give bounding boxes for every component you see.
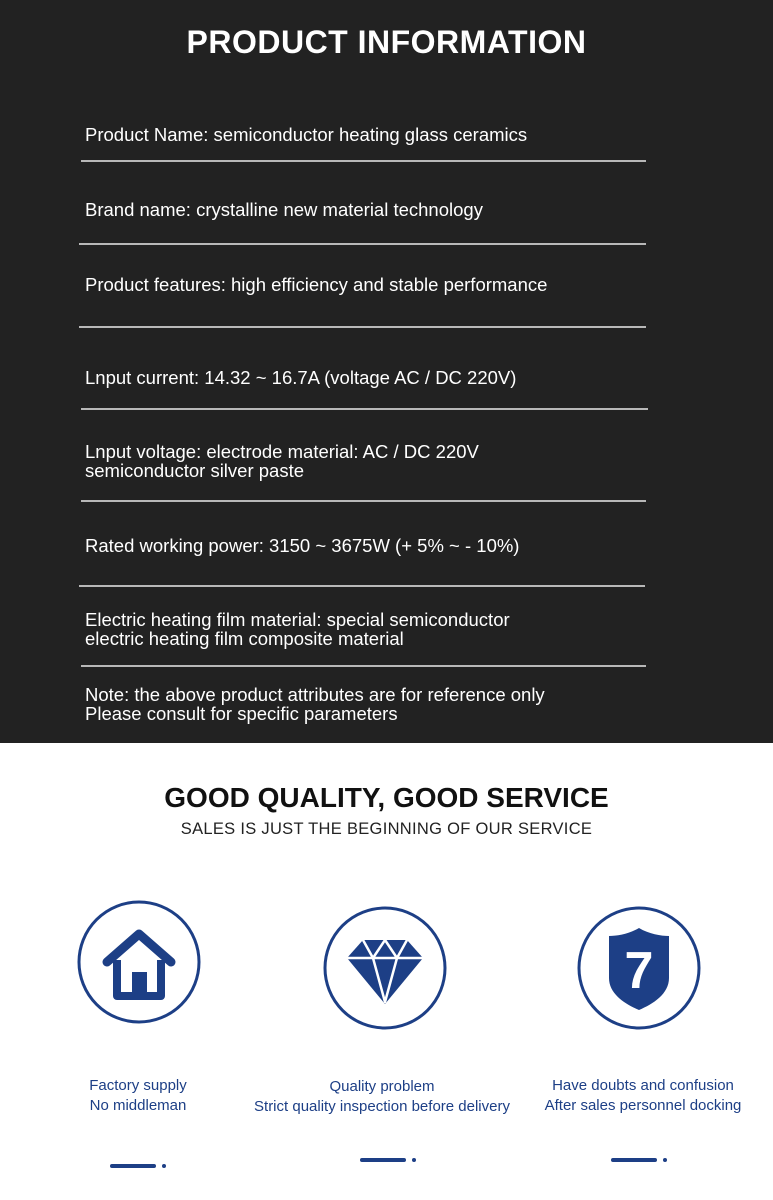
feature-line: Factory supply — [89, 1077, 187, 1094]
info-row-input-voltage: Lnput voltage: electrode material: AC / DC 220V semiconductor silver paste — [85, 441, 479, 481]
feature-line: No middleman — [89, 1097, 187, 1114]
info-row-product-features: Product features: high efficiency and stable performance — [85, 274, 548, 295]
divider — [79, 243, 646, 245]
feature-line: After sales personnel docking — [544, 1097, 742, 1114]
info-row-rated-power: Rated working power: 3150 ~ 3675W (+ 5% ~ - 10%) — [85, 535, 520, 556]
info-row-brand-name: Brand name: crystalline new material technology — [85, 199, 483, 220]
decorative-divider — [360, 1158, 418, 1163]
feature-after-sales — [483, 1076, 773, 1116]
divider — [81, 500, 646, 502]
decorative-divider — [110, 1164, 168, 1169]
feature-line: Strict quality inspection before delivery — [254, 1098, 510, 1115]
service-title: GOOD QUALITY, GOOD SERVICE — [164, 782, 609, 813]
diamond-icon — [323, 906, 447, 1030]
divider — [81, 160, 646, 162]
info-row-product-name: Product Name: semiconductor heating glass ceramics — [85, 124, 528, 145]
decorative-divider — [611, 1158, 669, 1163]
divider — [79, 585, 645, 587]
divider — [81, 665, 646, 667]
shield-seven-icon — [577, 906, 701, 1030]
divider — [79, 326, 646, 328]
info-row-heating-film-material: Electric heating film material: special semiconductor electric heating film composite material — [85, 609, 510, 649]
divider — [81, 408, 648, 410]
feature-line: Have doubts and confusion — [552, 1077, 734, 1094]
feature-line: Quality problem — [329, 1078, 435, 1095]
info-row-input-current: Lnput current: 14.32 ~ 16.7A (voltage AC / DC 220V) — [85, 367, 517, 388]
page-title: PRODUCT INFORMATION — [186, 24, 587, 60]
shield-number: 7 — [624, 942, 654, 1000]
house-icon — [77, 900, 201, 1024]
service-subtitle: SALES IS JUST THE BEGINNING OF OUR SERVICE — [180, 820, 593, 838]
info-row-note: Note: the above product attributes are for reference only Please consult for specific parameters — [85, 684, 545, 724]
